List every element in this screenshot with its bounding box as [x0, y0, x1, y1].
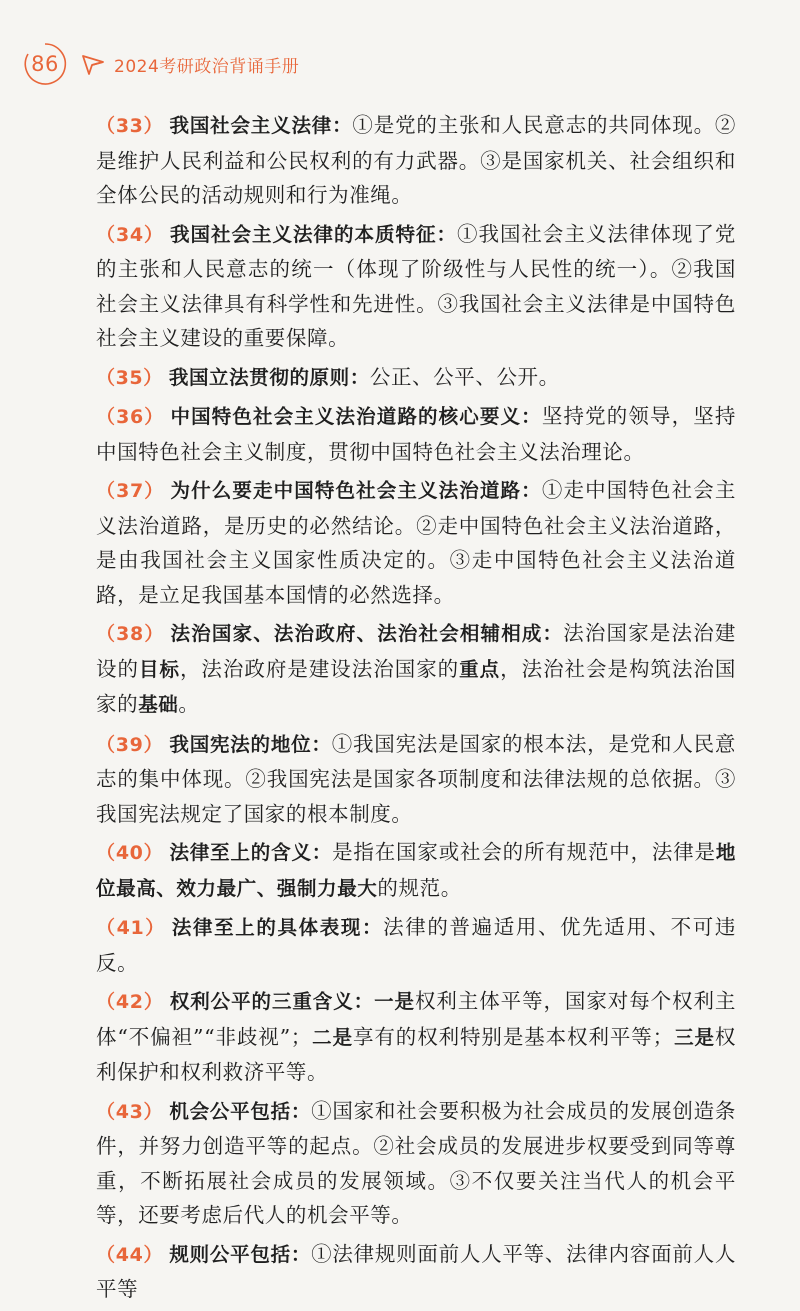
emphasis-text: 二是 — [311, 1025, 353, 1049]
page-number: 86 — [31, 52, 59, 76]
item-term: 我国社会主义法律： — [169, 114, 353, 137]
emphasis-text: 基础 — [138, 693, 179, 716]
item-number: （42） — [96, 991, 164, 1013]
item-number: （36） — [96, 406, 165, 428]
item-text: ①我国宪法是国家的根本法，是党和人民意志的集中体现。②我国宪法是国家各项制度和法律法规的总依据。③我国宪法规定了国家的根本制度。 — [96, 731, 736, 826]
item-number: （37） — [96, 480, 165, 502]
list-item — [96, 1237, 736, 1307]
list-item — [96, 727, 736, 832]
item-number: （35） — [96, 366, 163, 389]
item-text: 法律的普遍适用、优先适用、不可违反。 — [96, 915, 736, 975]
item-text: 的规范。 — [377, 875, 462, 900]
emphasis-text: 重点 — [459, 657, 501, 681]
item-text: 。 — [178, 692, 200, 716]
item-text: 权利保护和权利救济平等。 — [96, 1024, 737, 1084]
list-item — [96, 108, 736, 213]
item-text: ，法治社会是构筑法治国家的 — [96, 656, 737, 716]
item-text: ①我国社会主义法律体现了党的主张和人民意志的统一（体现了阶级性与人民性的统一）。②我国社会主义法律具有科学性和先进性。③我国社会主义法律是中国特色社会主义建设的重要保障。 — [96, 221, 736, 350]
item-text: 享有的权利特别是基本权利平等； — [353, 1024, 674, 1049]
list-item — [96, 835, 736, 906]
emphasis-text: 三是 — [673, 1025, 715, 1049]
item-number: （44） — [96, 1243, 164, 1266]
item-term: 法律至上的具体表现： — [171, 916, 384, 939]
list-item — [96, 1094, 736, 1233]
item-text: ①走中国特色社会主义法治道路，是历史的必然结论。②走中国特色社会主义法治道路，是由我国社会主义国家性质决定的。③走中国特色社会主义法治道路，是立足我国基本国情的必然选择。 — [96, 478, 736, 607]
item-number: （39） — [96, 733, 164, 756]
item-term: 我国社会主义法律的本质特征： — [170, 222, 457, 246]
item-text: ①是党的主张和人民意志的共同体现。②是维护人民利益和公民权利的有力武器。③是国家机关、社会组织和全体公民的活动规则和行为准绳。 — [96, 113, 736, 207]
list-item — [96, 360, 736, 396]
item-text: ①国家和社会要积极为社会成员的发展创造条件，并努力创造平等的起点。②社会成员的发展进步权要受到同等尊重，不断拓展社会成员的发展领域。③不仅要关注当代人的机会平等，还要考虑后代人的机会平等。 — [96, 1098, 737, 1227]
list-item — [96, 399, 736, 469]
paper-plane-icon — [80, 51, 106, 77]
item-term: 权利公平的三重含义： — [169, 990, 375, 1013]
item-term: 我国立法贯彻的原则： — [168, 365, 370, 389]
item-text: 权利主体平等，国家对每个权利主体“不偏袒”“非歧视”； — [96, 989, 737, 1049]
emphasis-text: 目标 — [138, 657, 180, 681]
list-item — [96, 473, 736, 612]
item-number: （43） — [96, 1100, 164, 1123]
item-text: 坚持党的领导，坚持中国特色社会主义制度，贯彻中国特色社会主义法治理论。 — [96, 404, 736, 464]
page-header — [22, 40, 299, 88]
emphasis-text: 地位最高、效力最广、强制力最大 — [96, 841, 736, 900]
list-item — [96, 910, 736, 980]
item-text: ，法治政府是建设法治国家的 — [179, 656, 460, 681]
item-term: 法律至上的含义： — [169, 841, 333, 864]
list-item — [96, 217, 736, 356]
item-number: （38） — [96, 623, 165, 645]
item-text: 法治国家是法治建设的 — [96, 621, 736, 681]
item-text: 公正、公平、公开。 — [369, 364, 560, 389]
book-title: 2024考研政治背诵手册 — [114, 56, 300, 77]
item-number: （34） — [96, 223, 165, 246]
item-term: 为什么要走中国特色社会主义法治道路： — [170, 479, 542, 502]
item-number: （40） — [96, 842, 164, 864]
item-number: （33） — [96, 115, 164, 137]
item-term: 机会公平包括： — [169, 1099, 312, 1123]
item-text: ①法律规则面前人人平等、法律内容面前人人平等 — [96, 1241, 737, 1301]
content-body — [96, 108, 736, 1311]
item-term: 法治国家、法治政府、法治社会相辅相成： — [170, 622, 564, 645]
item-term: 中国特色社会主义法治道路的核心要义： — [170, 405, 542, 428]
item-term: 我国宪法的地位： — [169, 732, 332, 756]
page-number-badge — [22, 41, 68, 87]
emphasis-text: 一是 — [374, 990, 415, 1013]
item-text: 是指在国家或社会的所有规范中，法律是 — [332, 840, 716, 864]
item-number: （41） — [96, 917, 166, 939]
item-term: 规则公平包括： — [169, 1242, 312, 1266]
list-item — [96, 984, 736, 1090]
list-item — [96, 616, 736, 723]
